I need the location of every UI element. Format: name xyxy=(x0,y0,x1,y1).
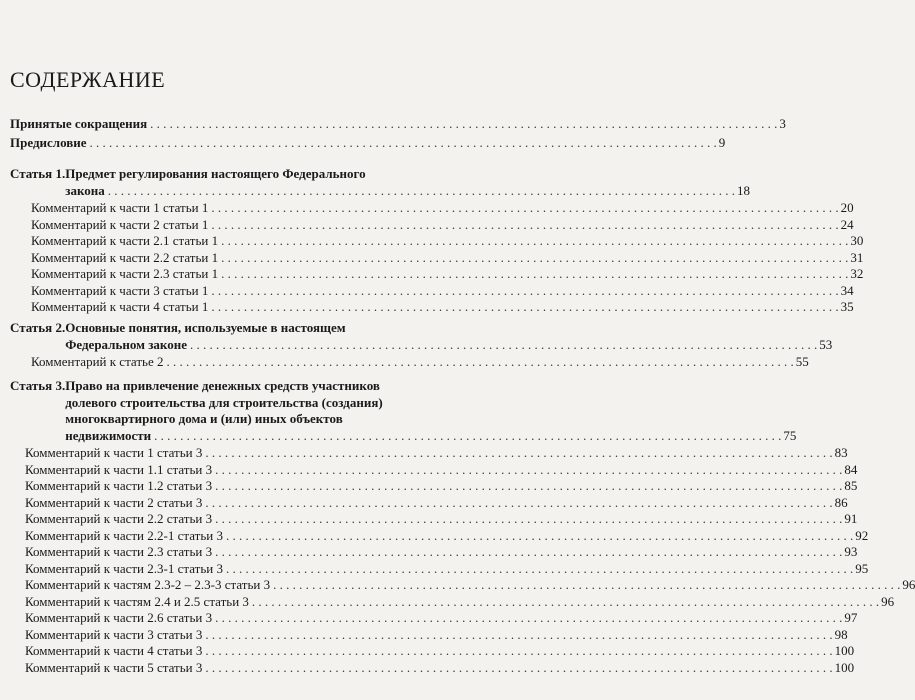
dot-leader xyxy=(226,528,853,545)
toc-entry-comment[interactable] xyxy=(25,511,858,528)
toc-label: Комментарий к части 4 статьи 1 xyxy=(31,299,209,314)
toc-entry-comment[interactable] xyxy=(25,593,895,611)
toc-entry-comment[interactable] xyxy=(25,643,855,660)
toc-article-3[interactable] xyxy=(10,378,797,444)
toc-comments-article-3 xyxy=(25,445,915,676)
article-title-line: Предмет регулирования настоящего Федерального xyxy=(65,166,366,181)
dot-leader xyxy=(211,200,838,217)
toc-page-number: 96 xyxy=(881,593,895,609)
toc-label: Комментарий к части 2 статьи 1 xyxy=(31,216,209,232)
dot-leader xyxy=(211,217,838,234)
page-title: СОДЕРЖАНИЕ xyxy=(10,67,166,92)
toc-comments-article-2 xyxy=(31,354,809,371)
toc-entry-comment[interactable] xyxy=(25,577,915,594)
toc-page-number: 84 xyxy=(844,461,858,477)
toc-page-number: 18 xyxy=(737,182,751,198)
toc-entry-comment[interactable] xyxy=(25,478,858,495)
toc-page-number: 100 xyxy=(834,643,855,658)
dot-leader xyxy=(205,627,832,644)
toc-label: Комментарий к части 5 статьи 3 xyxy=(25,659,203,675)
toc-label: Комментарий к части 2.6 статьи 3 xyxy=(25,610,213,625)
toc-label: Комментарий к части 3 статьи 3 xyxy=(25,626,203,642)
toc-article-2[interactable] xyxy=(10,320,833,353)
toc-page-number: 55 xyxy=(795,354,809,369)
toc-entry-comment[interactable] xyxy=(25,560,869,578)
toc-entry-comment[interactable] xyxy=(25,445,848,462)
toc-label: Принятые сокращения xyxy=(10,116,148,131)
dot-leader xyxy=(190,337,817,354)
toc-page-number: 93 xyxy=(844,544,858,559)
toc-entry-comment[interactable] xyxy=(31,249,864,267)
article-title-line: долевого строительства для строительства (создания) xyxy=(65,394,383,410)
toc-entry-comment[interactable] xyxy=(31,354,809,371)
article-title-line: закона xyxy=(65,182,105,198)
toc-label: Комментарий к части 2.1 статьи 1 xyxy=(31,233,219,248)
toc-entry-abbreviations[interactable] xyxy=(10,116,786,133)
article-title-line: недвижимости xyxy=(65,427,152,443)
dot-leader xyxy=(221,233,848,250)
toc-label: Комментарий к части 2.2-1 статьи 3 xyxy=(25,527,223,543)
article-number: Статья 2. xyxy=(10,320,66,335)
toc-entry-comment[interactable] xyxy=(25,494,848,512)
dot-leader xyxy=(215,610,842,627)
toc-page-number: 9 xyxy=(718,135,726,150)
dot-leader xyxy=(215,462,842,479)
toc-label: Комментарий к части 2 статьи 3 xyxy=(25,494,203,510)
dot-leader xyxy=(205,445,832,462)
toc-page-number: 97 xyxy=(844,610,858,625)
toc-entry-comment[interactable] xyxy=(25,527,869,545)
toc-label: Комментарий к части 4 статьи 3 xyxy=(25,643,203,658)
toc-page-number: 100 xyxy=(834,659,855,675)
dot-leader xyxy=(215,511,842,528)
toc-label: Предисловие xyxy=(10,135,87,150)
toc-page-number: 20 xyxy=(840,200,854,215)
toc-comments-article-1 xyxy=(31,200,864,316)
toc-entry-preface[interactable] xyxy=(10,135,726,152)
dot-leader xyxy=(90,135,717,152)
toc-page-number: 86 xyxy=(834,494,848,510)
toc-label: Комментарий к статье 2 xyxy=(31,354,164,369)
toc-page-number: 91 xyxy=(844,511,858,526)
toc-label: Комментарий к частям 2.4 и 2.5 статьи 3 xyxy=(25,593,249,609)
dot-leader xyxy=(108,183,735,200)
toc-entry-comment[interactable] xyxy=(31,299,854,316)
toc-label: Комментарий к части 2.2 статьи 1 xyxy=(31,249,219,265)
dot-leader xyxy=(166,354,793,371)
toc-page-number: 75 xyxy=(783,427,797,443)
dot-leader xyxy=(211,283,838,300)
toc-entry-comment[interactable] xyxy=(25,626,848,644)
toc-label: Комментарий к части 2.3-1 статьи 3 xyxy=(25,560,223,576)
toc-label: Комментарий к части 1 статьи 3 xyxy=(25,445,203,460)
dot-leader xyxy=(211,299,838,316)
toc-page-number: 34 xyxy=(840,282,854,298)
dot-leader xyxy=(205,643,832,660)
dot-leader xyxy=(273,577,900,594)
toc-entry-comment[interactable] xyxy=(31,200,854,217)
toc-label: Комментарий к части 1 статьи 1 xyxy=(31,200,209,215)
toc-page-number: 32 xyxy=(850,266,864,281)
toc-label: Комментарий к части 1.1 статьи 3 xyxy=(25,461,213,477)
dot-leader xyxy=(154,428,781,445)
article-number: Статья 3. xyxy=(10,378,66,393)
toc-entry-comment[interactable] xyxy=(31,216,854,234)
toc-page-number: 3 xyxy=(779,116,786,131)
toc-label: Комментарий к части 2.3 статьи 3 xyxy=(25,544,213,559)
toc-entry-comment[interactable] xyxy=(25,461,858,479)
dot-leader xyxy=(150,116,777,133)
toc-entry-comment[interactable] xyxy=(31,282,854,300)
dot-leader xyxy=(221,250,848,267)
toc-entry-comment[interactable] xyxy=(31,233,864,250)
article-title-line: многоквартирного дома и (или) иных объектов xyxy=(65,411,343,426)
toc-page-number: 30 xyxy=(850,233,864,248)
dot-leader xyxy=(215,478,842,495)
toc-label: Комментарий к части 2.3 статьи 1 xyxy=(31,266,219,281)
toc-label: Комментарий к части 2.2 статьи 3 xyxy=(25,511,213,526)
toc-page-number: 98 xyxy=(834,626,848,642)
toc-page-number: 85 xyxy=(844,478,858,493)
toc-page-number: 92 xyxy=(855,527,869,543)
toc-entry-comment[interactable] xyxy=(31,266,864,283)
toc-label: Комментарий к части 3 статьи 1 xyxy=(31,282,209,298)
dot-leader xyxy=(221,266,848,283)
dot-leader xyxy=(205,495,832,512)
dot-leader xyxy=(252,594,879,611)
toc-label: Комментарий к частям 2.3-2 – 2.3-3 статьи 3 xyxy=(25,577,271,592)
toc-label: Комментарий к части 1.2 статьи 3 xyxy=(25,478,213,493)
toc-page-number: 96 xyxy=(902,577,915,592)
dot-leader xyxy=(226,561,853,578)
article-title-line: Право на привлечение денежных средств участников xyxy=(65,378,380,393)
toc-page-number: 24 xyxy=(840,216,854,232)
article-title-line: Основные понятия, используемые в настоящем xyxy=(65,320,346,335)
toc-entry-comment[interactable] xyxy=(25,544,858,561)
toc-entry-comment[interactable] xyxy=(25,610,858,627)
dot-leader xyxy=(205,660,832,677)
toc-page-number: 31 xyxy=(850,249,864,265)
toc-page-number: 53 xyxy=(819,336,833,352)
article-number: Статья 1. xyxy=(10,166,66,181)
toc-page-number: 83 xyxy=(834,445,848,460)
toc-article-1[interactable] xyxy=(10,166,751,199)
article-title-line: Федеральном законе xyxy=(65,336,187,352)
toc-page-number: 35 xyxy=(840,299,854,314)
toc-entry-comment[interactable] xyxy=(25,659,855,677)
toc-page-number: 95 xyxy=(855,560,869,576)
dot-leader xyxy=(215,544,842,561)
